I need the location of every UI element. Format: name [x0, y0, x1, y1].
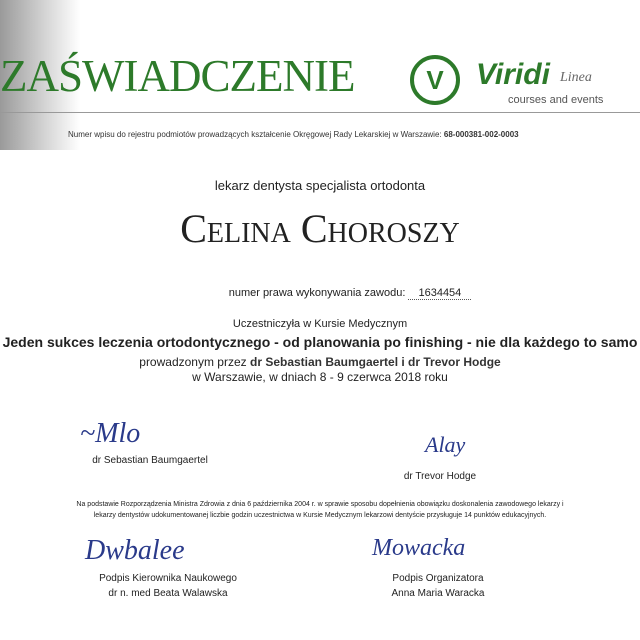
registry-label: Numer wpisu do rejestru podmiotów prowadzących kształcenie Okręgowej Rady Lekarskiej w Warszawie:: [68, 130, 442, 139]
signature-walawska: Dwbalee: [85, 535, 185, 566]
lecturers: dr Sebastian Baumgaertel i dr Trevor Hodge: [249, 355, 501, 369]
legal-text: Na podstawie Rozporządzenia Ministra Zdrowia z dnia 6 października 2004 r. w sprawie sposobu dopełnienia obowiązku doskonalenia zawodowego lekarzy i lekarzy dentystów udokumentowanej liczbie godzin uczestnictwa w Kursie Medycznym lekarzowi dentyście przysługuje 14 punktów edukacyjnych.: [76, 501, 564, 519]
head-title: Podpis Kierownika Naukowego: [99, 573, 237, 584]
brand-subtitle: courses and events: [508, 94, 604, 106]
brand-name: Viridi: [476, 58, 550, 91]
certificate-title: ZAŚWIADCZENIE: [0, 51, 355, 101]
participant-name: Celina Choroszy: [180, 206, 460, 251]
lecturer2-name: dr Trevor Hodge: [403, 471, 477, 482]
header-divider: [0, 112, 640, 113]
place-date: w Warszawie, w dniach 8 - 9 czerwca 2018 roku: [192, 370, 448, 384]
course-title: Jeden sukces leczenia ortodontycznego - od planowania po finishing - nie dla każdego to samo: [2, 334, 638, 350]
license-line: [0, 287, 640, 299]
profession: lekarz dentysta specjalista ortodonta: [214, 178, 426, 193]
signature-baumgaertel: ~Mlo: [80, 418, 141, 449]
viridi-logo-icon: V: [410, 55, 460, 105]
registry-number: 68-000381-002-0003: [443, 130, 519, 139]
brand-suffix: Linea: [560, 70, 592, 85]
signature-hodge: Alay: [425, 432, 466, 457]
registry-line: [68, 130, 519, 139]
led-by: [0, 355, 640, 369]
organizer-name: Anna Maria Waracka: [391, 588, 485, 599]
led-by-prefix: prowadzonym przez: [139, 355, 250, 369]
participation: Uczestniczyła w Kursie Medycznym: [232, 318, 408, 330]
lecturer1-name: dr Sebastian Baumgaertel: [92, 455, 208, 466]
signature-waracka: Mowacka: [372, 535, 466, 561]
organizer-title: Podpis Organizatora: [392, 573, 484, 584]
license-label: numer prawa wykonywania zawodu:: [228, 287, 406, 299]
license-number: 1634454: [408, 287, 471, 300]
head-name: dr n. med Beata Walawska: [108, 588, 228, 599]
